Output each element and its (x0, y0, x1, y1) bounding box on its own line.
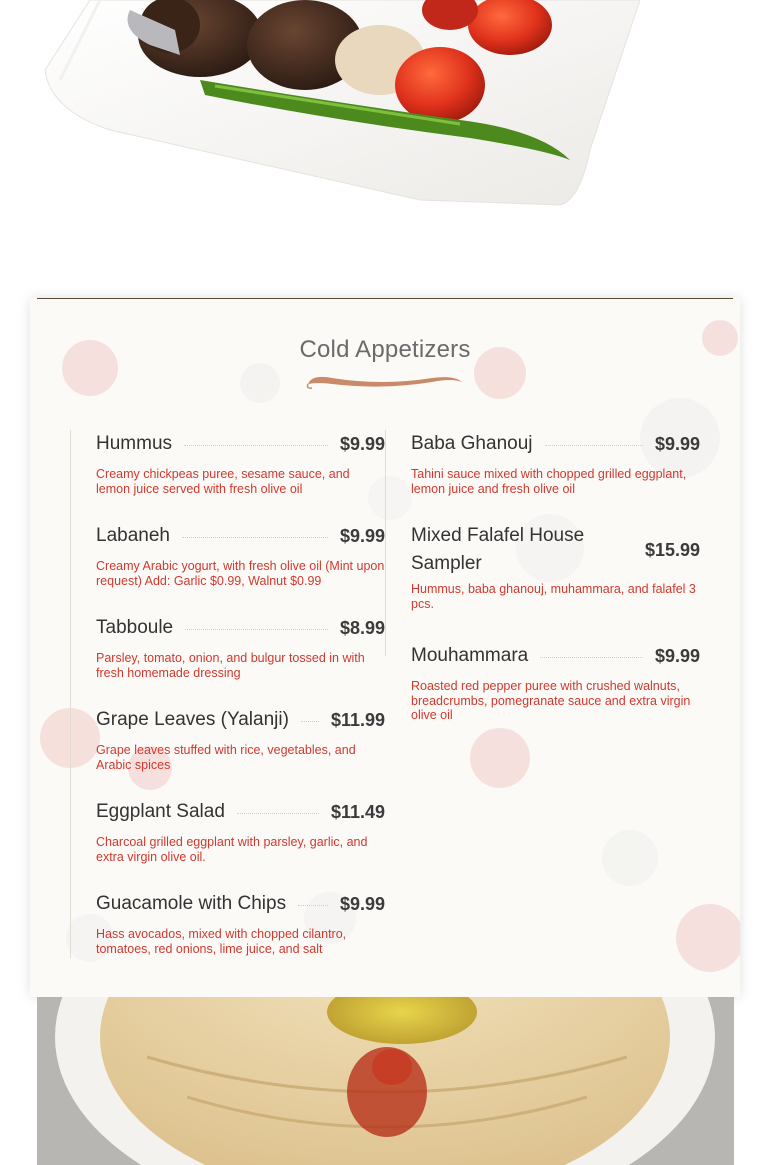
item-description: Tahini sauce mixed with chopped grilled eggplant, lemon juice and fresh olive oil (411, 467, 687, 496)
menu-item (96, 614, 385, 706)
menu-item (96, 430, 385, 522)
item-name: Guacamole with Chips (96, 893, 287, 914)
item-name: Tabboule (96, 617, 174, 638)
grilled-platter-photo (0, 0, 770, 260)
dotted-leader (237, 813, 319, 814)
item-name: Hummus (96, 433, 173, 454)
item-price: $9.99 (339, 433, 385, 454)
dotted-leader (182, 537, 328, 538)
menu-item (96, 706, 385, 798)
item-description: Roasted red pepper puree with crushed walnuts, breadcrumbs, pomegranate sauce and extra virgin olive oil (411, 679, 691, 722)
item-name: Baba Ghanouj (411, 433, 533, 454)
item-price: $11.49 (330, 801, 385, 822)
item-description: Creamy Arabic yogurt, with fresh olive oil (Mint upon request) Add: Garlic $0.99, Walnut $0.99 (96, 559, 385, 588)
item-name: Grape Leaves (Yalanji) (96, 709, 289, 730)
left-column-rule (70, 430, 71, 958)
item-description: Creamy chickpeas puree, sesame sauce, and lemon juice served with fresh olive oil (96, 467, 350, 496)
dotted-leader (298, 905, 328, 906)
title-flourish-ornament (302, 372, 468, 392)
item-description: Parsley, tomato, onion, and bulgur tossed in with fresh homemade dressing (96, 651, 365, 680)
item-name: Mixed Falafel House Sampler (411, 525, 585, 574)
card-top-border (37, 298, 733, 299)
item-price: $9.99 (339, 525, 385, 546)
item-price: $9.99 (339, 893, 385, 914)
cold-appetizers-card (30, 298, 740, 997)
section-title: Cold Appetizers (299, 336, 471, 363)
dotted-leader (540, 657, 643, 658)
item-price: $8.99 (339, 617, 385, 638)
menu-item (411, 522, 700, 642)
item-price: $15.99 (644, 539, 700, 560)
item-name: Labaneh (96, 525, 170, 546)
dotted-leader (301, 721, 319, 722)
menu-item (96, 798, 385, 890)
item-price: $11.99 (330, 709, 385, 730)
item-name: Mouhammara (411, 645, 529, 666)
menu-item (411, 430, 700, 522)
menu-column-left (96, 430, 385, 982)
dotted-leader (185, 629, 328, 630)
item-description: Hummus, baba ghanouj, muhammara, and falafel 3 pcs. (411, 582, 696, 611)
item-price: $9.99 (654, 645, 700, 666)
dotted-leader (545, 445, 643, 446)
middle-column-rule (385, 430, 386, 656)
item-price: $9.99 (654, 433, 700, 454)
item-description: Hass avocados, mixed with chopped cilantro, tomatoes, red onions, lime juice, and salt (96, 927, 347, 956)
menu-item (96, 522, 385, 614)
menu-column-right (411, 430, 700, 734)
item-description: Charcoal grilled eggplant with parsley, garlic, and extra virgin olive oil. (96, 835, 368, 864)
item-description: Grape leaves stuffed with rice, vegetables, and Arabic spices (96, 743, 356, 772)
menu-item (96, 890, 385, 982)
hummus-bowl-photo (37, 997, 734, 1165)
dotted-leader (184, 445, 328, 446)
menu-item (411, 642, 700, 734)
item-name: Eggplant Salad (96, 801, 225, 822)
